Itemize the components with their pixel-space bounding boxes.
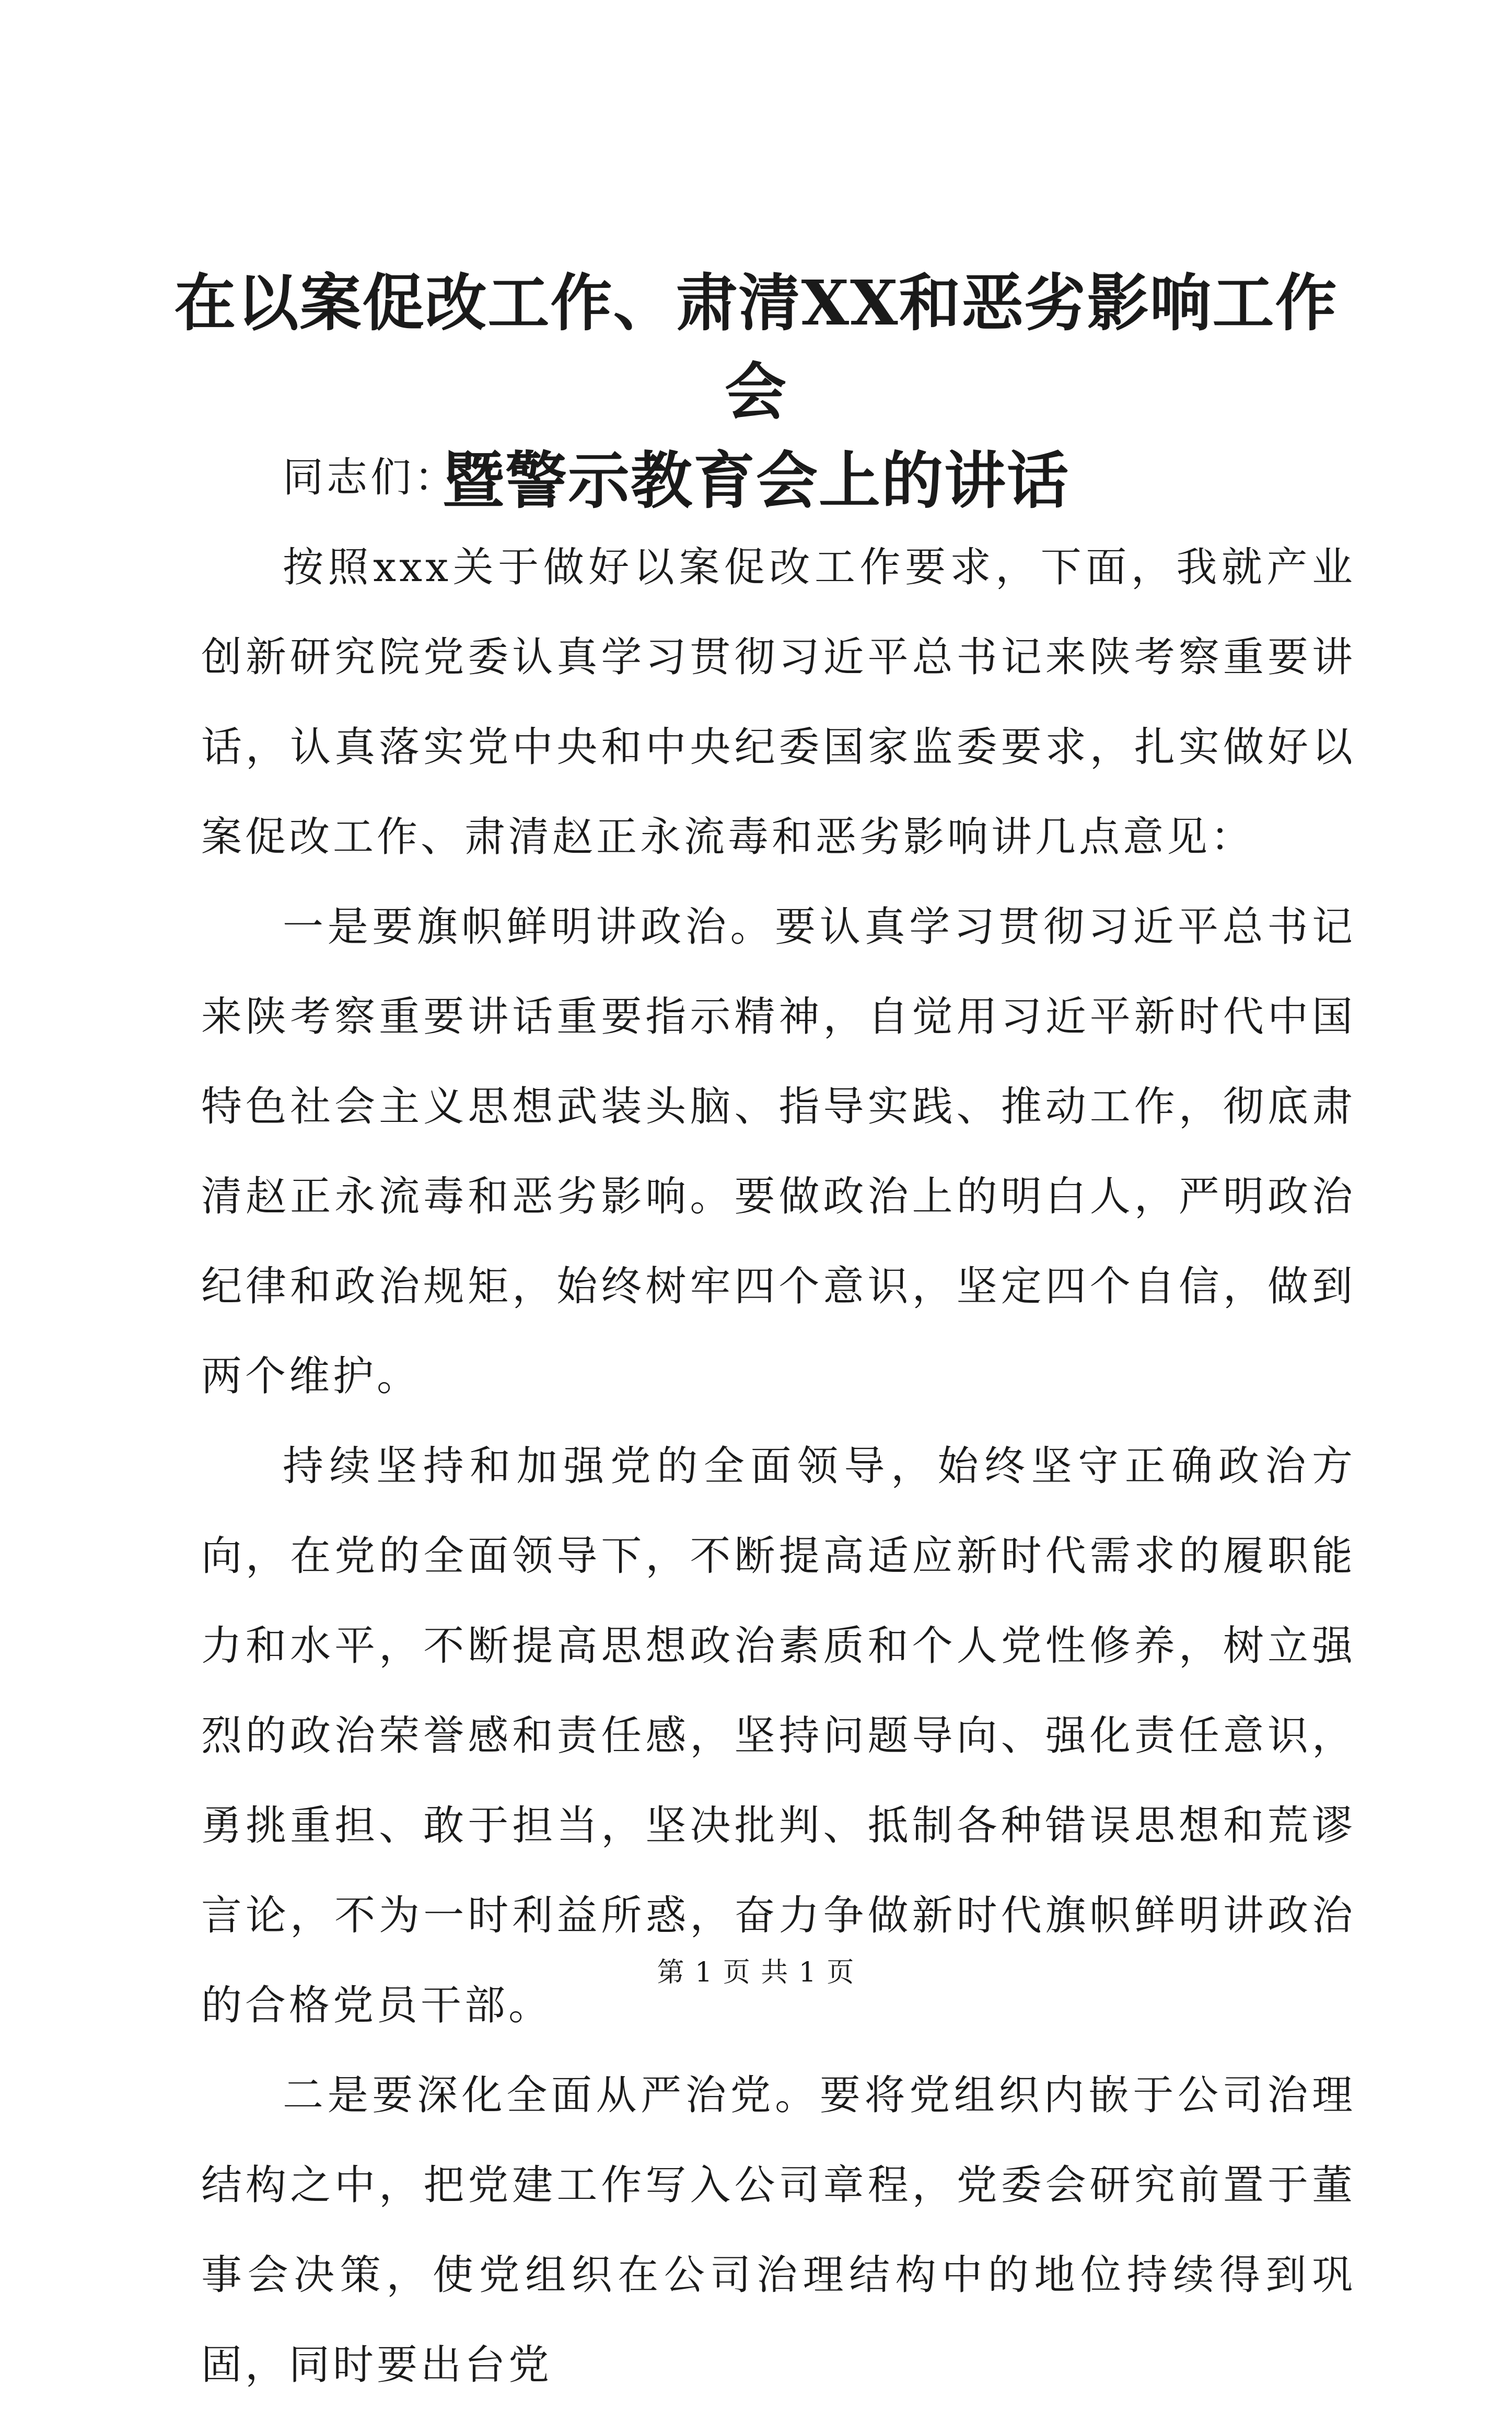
paragraph-point-two: 二是要深化全面从严治党。要将党组织内嵌于公司治理结构之中，把党建工作写入公司章程，党委会研究前置于董事会决策，使党组织在公司治理结构中的地位持续得到巩固，同时要出台党 [201,2072,1356,2389]
title-line-2: 暨警示教育会上的讲话 [442,444,1069,517]
salutation: 同志们： [283,454,459,501]
title-line-1: 在以案促改工作、肃清XX和恶劣影响工作会 [174,267,1338,428]
page-number-footer: 第 1 页 共 1 页 [657,1957,855,1988]
paragraph-leadership: 持续坚持和加强党的全面领导，始终坚守正确政治方向，在党的全面领导下，不断提高适应新时代需求的履职能力和水平，不断提高思想政治素质和个人党性修养，树立强烈的政治荣誉感和责任感，坚持问题导向、强化责任意识，勇挑重担、敢于担当，坚决批判、抵制各种错误思想和荒谬言论，不为一时利益所惑，奋力争做新时代旗帜鲜明讲政治的合格党员干部。 [201,1443,1356,2029]
paragraph-intro: 按照xxx关于做好以案促改工作要求，下面，我就产业创新研究院党委认真学习贯彻习近平总书记来陕考察重要讲话，认真落实党中央和中央纪委国家监委要求，扎实做好以案促改工作、肃清赵正永流毒和恶劣影响讲几点意见： [201,544,1356,861]
document-body [201,433,1356,2410]
paragraph-point-one: 一是要旗帜鲜明讲政治。要认真学习贯彻习近平总书记来陕考察重要讲话重要指示精神，自觉用习近平新时代中国特色社会主义思想武装头脑、指导实践、推动工作，彻底肃清赵正永流毒和恶劣影响。要做政治上的明白人，严明政治纪律和政治规矩，始终树牢四个意识，坚定四个自信，做到两个维护。 [201,903,1356,1400]
